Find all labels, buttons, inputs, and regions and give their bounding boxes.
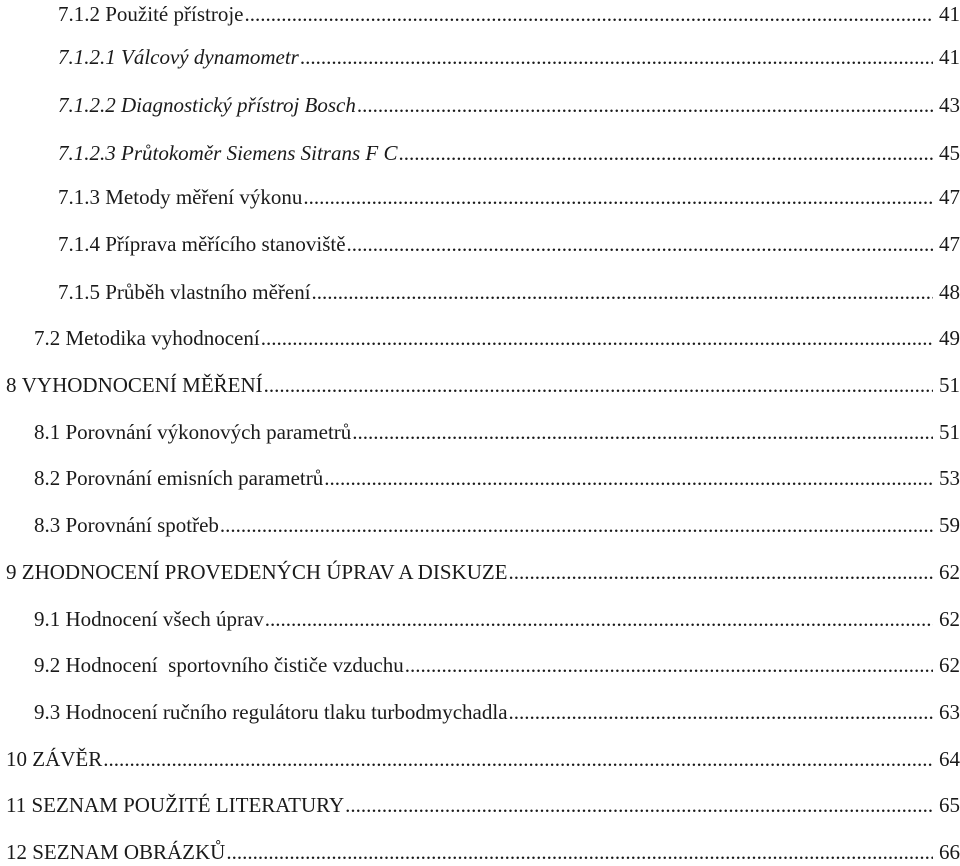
toc-entry-title: ZHODNOCENÍ PROVEDENÝCH ÚPRAV A DISKUZE	[21, 560, 508, 584]
toc-leader-dots	[352, 418, 933, 446]
toc-entry-number: 7.1.5	[58, 280, 100, 304]
toc-entry-8-1[interactable]	[34, 418, 960, 446]
toc-entry-title: Příprava měřícího stanoviště	[105, 232, 346, 256]
toc-entry-page: 51	[939, 373, 960, 397]
toc-leader-dots	[405, 651, 933, 679]
toc-entry-10[interactable]	[6, 745, 960, 773]
toc-leader-dots	[226, 838, 933, 866]
toc-entry-number: 7.1.2.2	[58, 93, 116, 117]
toc-entry-7-1-2-2[interactable]	[58, 91, 960, 119]
toc-entry-page: 65	[939, 793, 960, 817]
toc-leader-dots	[103, 745, 933, 773]
toc-entry-page: 62	[939, 560, 960, 584]
toc-leader-dots	[220, 511, 933, 539]
toc-leader-dots	[265, 605, 933, 633]
toc-entry-title: VYHODNOCENÍ MĚŘENÍ	[21, 373, 263, 397]
toc-entry-title: Hodnocení ručního regulátoru tlaku turbodmychadla	[65, 700, 508, 724]
toc-leader-dots	[509, 558, 933, 586]
toc-entry-title: Metody měření výkonu	[105, 185, 303, 209]
toc-entry-number: 9	[6, 560, 17, 584]
toc-entry-9[interactable]	[6, 558, 960, 586]
toc-leader-dots	[324, 464, 933, 492]
toc-entry-number: 9.2	[34, 653, 61, 677]
toc-leader-dots	[357, 91, 933, 119]
toc-entry-8-3[interactable]	[34, 511, 960, 539]
toc-entry-number: 8.2	[34, 466, 61, 490]
toc-entry-7-1-2-1[interactable]	[58, 43, 960, 71]
toc-entry-title: ZÁVĚR	[32, 747, 103, 771]
toc-entry-7-1-5[interactable]	[58, 278, 960, 306]
toc-entry-title: Hodnocení sportovního čističe vzduchu	[65, 653, 404, 677]
toc-entry-8-2[interactable]	[34, 464, 960, 492]
toc-entry-number: 9.1	[34, 607, 61, 631]
toc-entry-title: Průběh vlastního měření	[105, 280, 311, 304]
toc-entry-page: 41	[939, 2, 960, 26]
toc-entry-7-1-4[interactable]	[58, 230, 960, 258]
toc-entry-page: 62	[939, 607, 960, 631]
toc-entry-9-3[interactable]	[34, 698, 960, 726]
toc-entry-number: 7.1.2	[58, 2, 100, 26]
toc-entry-title: Diagnostický přístroj Bosch	[121, 93, 356, 117]
toc-entry-page: 43	[939, 93, 960, 117]
toc-entry-title: Porovnání emisních parametrů	[65, 466, 324, 490]
toc-entry-title: Metodika vyhodnocení	[65, 326, 260, 350]
toc-entry-12[interactable]	[6, 838, 960, 866]
toc-entry-page: 59	[939, 513, 960, 537]
toc-entry-7-1-2[interactable]	[58, 0, 960, 28]
toc-entry-11[interactable]	[6, 791, 960, 819]
toc-leader-dots	[244, 0, 933, 28]
toc-entry-7-2[interactable]	[34, 324, 960, 352]
toc-entry-number: 8.1	[34, 420, 61, 444]
toc-entry-page: 51	[939, 420, 960, 444]
toc-entry-number: 7.1.4	[58, 232, 100, 256]
toc-entry-number: 7.2	[34, 326, 61, 350]
toc-entry-title: SEZNAM OBRÁZKŮ	[32, 840, 226, 864]
toc-entry-title: Hodnocení všech úprav	[65, 607, 264, 631]
toc-entry-7-1-3[interactable]	[58, 183, 960, 211]
toc-entry-page: 49	[939, 326, 960, 350]
toc-entry-number: 10	[6, 747, 27, 771]
toc-leader-dots	[300, 43, 933, 71]
toc-entry-9-2[interactable]	[34, 651, 960, 679]
toc-entry-8[interactable]	[6, 371, 960, 399]
toc-entry-title: Použité přístroje	[105, 2, 244, 26]
toc-entry-page: 63	[939, 700, 960, 724]
toc-leader-dots	[312, 278, 933, 306]
toc-entry-page: 53	[939, 466, 960, 490]
toc-entry-9-1[interactable]	[34, 605, 960, 633]
toc-entry-page: 45	[939, 141, 960, 165]
toc-entry-number: 7.1.2.3	[58, 141, 116, 165]
toc-leader-dots	[345, 791, 933, 819]
toc-leader-dots	[303, 183, 933, 211]
toc-entry-7-1-2-3[interactable]	[58, 139, 960, 167]
toc-leader-dots	[261, 324, 933, 352]
toc-entry-title: Válcový dynamometr	[121, 45, 299, 69]
toc-entry-number: 7.1.2.1	[58, 45, 116, 69]
toc-entry-page: 41	[939, 45, 960, 69]
toc-entry-number: 12	[6, 840, 27, 864]
toc-entry-number: 8.3	[34, 513, 61, 537]
toc-leader-dots	[264, 371, 933, 399]
toc-entry-number: 9.3	[34, 700, 61, 724]
toc-entry-title: Průtokoměr Siemens Sitrans F C	[121, 141, 398, 165]
toc-entry-title: SEZNAM POUŽITÉ LITERATURY	[31, 793, 345, 817]
toc-entry-page: 47	[939, 232, 960, 256]
toc-leader-dots	[347, 230, 933, 258]
toc-entry-page: 64	[939, 747, 960, 771]
toc-entry-page: 62	[939, 653, 960, 677]
toc-entry-number: 8	[6, 373, 17, 397]
toc-entry-page: 66	[939, 840, 960, 864]
toc-entry-title: Porovnání výkonových parametrů	[65, 420, 352, 444]
toc-entry-number: 11	[6, 793, 27, 817]
toc-entry-page: 47	[939, 185, 960, 209]
toc-leader-dots	[398, 139, 933, 167]
toc-entry-number: 7.1.3	[58, 185, 100, 209]
toc-entry-page: 48	[939, 280, 960, 304]
toc-entry-title: Porovnání spotřeb	[65, 513, 219, 537]
toc-leader-dots	[509, 698, 933, 726]
